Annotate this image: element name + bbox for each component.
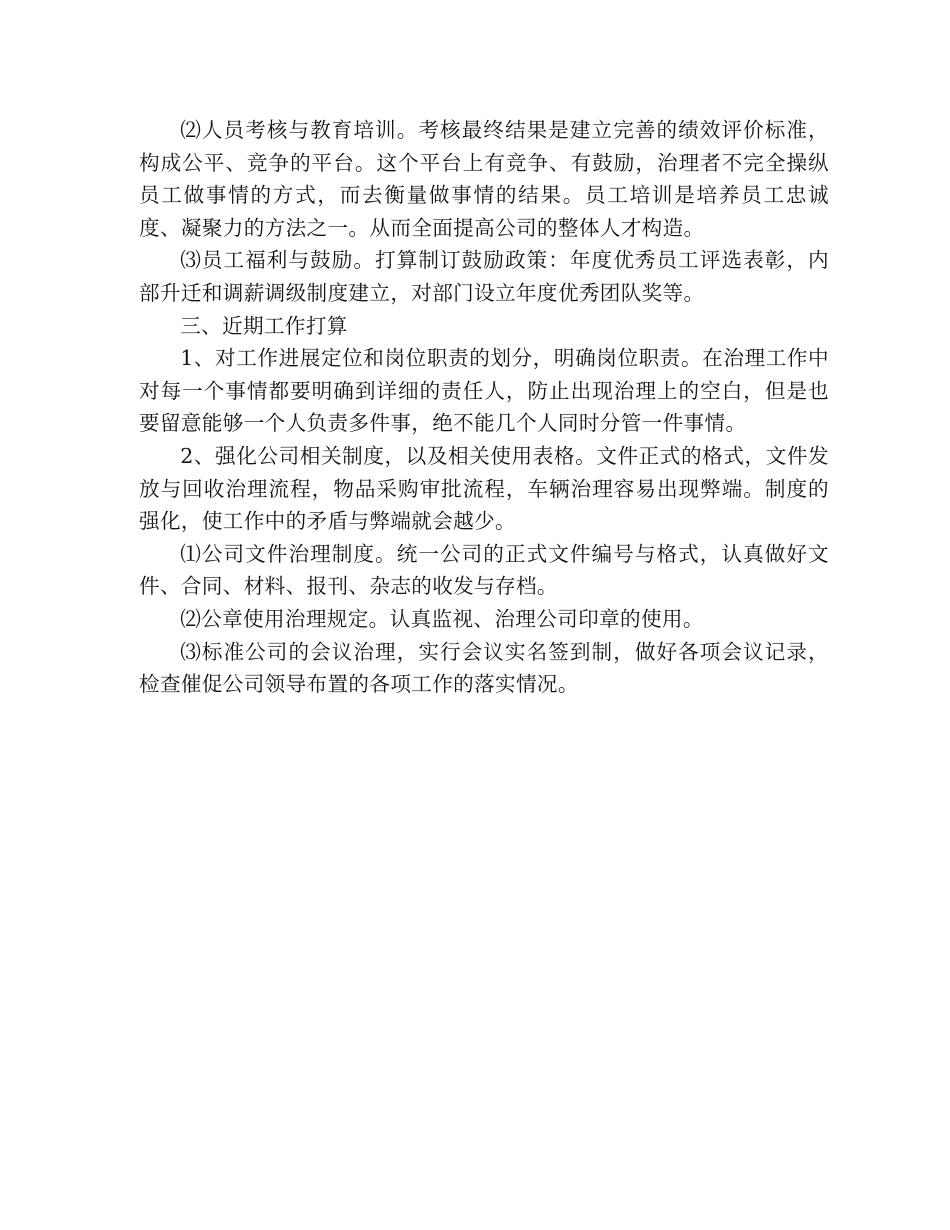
section-heading-recent-work-plan: 三、近期工作打算 <box>180 313 348 338</box>
paragraph-strengthen-company-system: 2、强化公司相关制度，以及相关使用表格。文件正式的格式，文件发放与回收治理流程，物品采购审批流程，车辆治理容易出现弊端。制度的强化，使工作中的矛盾与弊端就会越少。 <box>139 443 829 534</box>
paragraph-seal-usage-rules: ⑵公章使用治理规定。认真监视、治理公司印章的使用。 <box>180 606 704 631</box>
paragraph-meeting-management: ⑶标准公司的会议治理，实行会议实名签到制，做好各项会议记录，检查催促公司领导布置的各项工作的落实情况。 <box>139 639 829 697</box>
paragraph-document-management: ⑴公司文件治理制度。统一公司的正式文件编号与格式，认真做好文件、合同、材料、报刊、杂志的收发与存档。 <box>139 541 829 599</box>
paragraph-staff-assessment-training: ⑵人员考核与教育培训。考核最终结果是建立完善的绩效评价标准，构成公平、竞争的平台。这个平台上有竞争、有鼓励，治理者不完全操纵员工做事情的方式，而去衡量做事情的结果。员工培训是培养员工忠诚度、凝聚力的方法之一。从而全面提高公司的整体人才构造。 <box>139 118 829 240</box>
paragraph-job-responsibilities: 1、对工作进展定位和岗位职责的划分，明确岗位职责。在治理工作中对每一个事情都要明确到详细的责任人，防止出现治理上的空白，但是也要留意能够一个人负责多件事，绝不能几个人同时分管一件事情。 <box>139 346 829 436</box>
document-body <box>139 114 829 701</box>
paragraph-staff-welfare-incentives: ⑶员工福利与鼓励。打算制订鼓励政策：年度优秀员工评选表彰，内部升迁和调薪调级制度建立，对部门设立年度优秀团队奖等。 <box>139 248 829 305</box>
